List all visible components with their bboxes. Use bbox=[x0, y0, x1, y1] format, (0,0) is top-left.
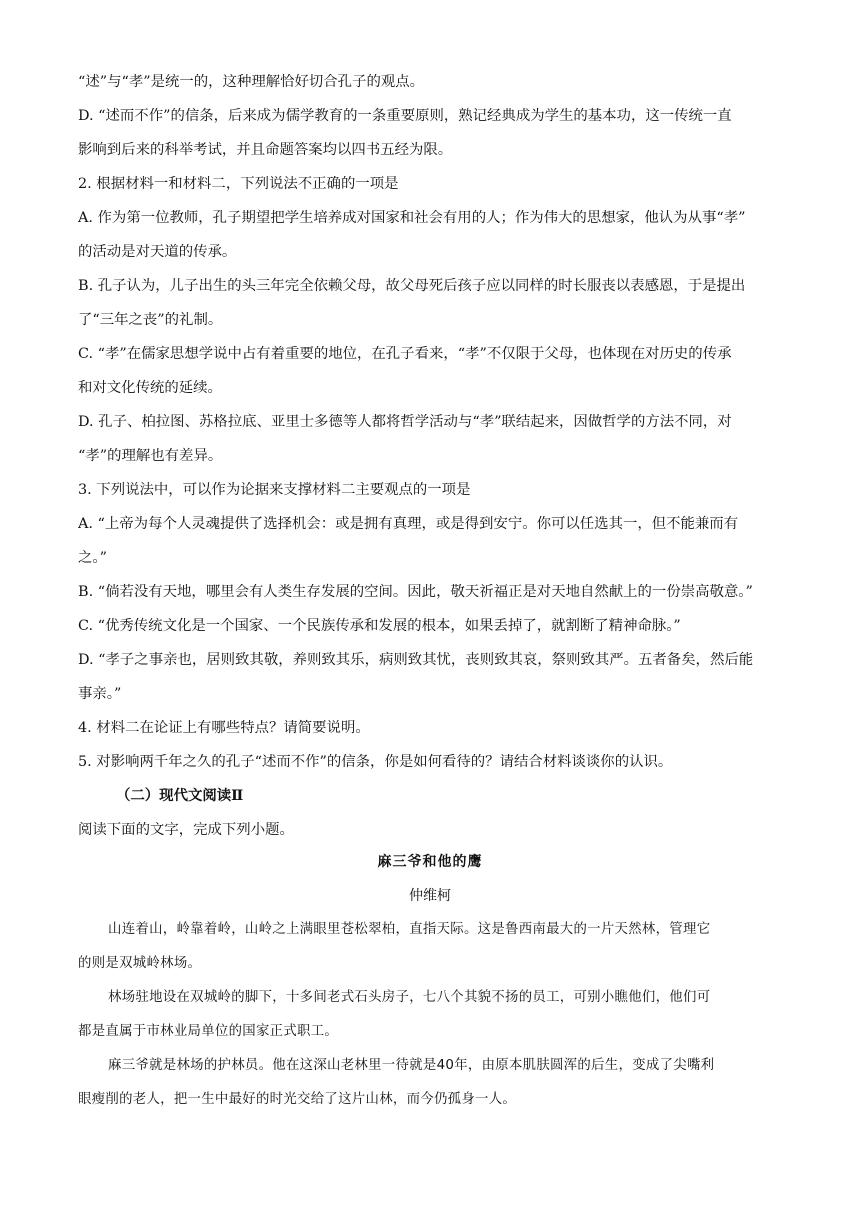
option-a-line: A. 作为第一位教师，孔子期望把学生培养成对国家和社会有用的人；作为伟大的思想家，他认为从事“孝” bbox=[78, 210, 746, 226]
section-heading: （二）现代文阅读Ⅱ bbox=[116, 787, 244, 804]
option-c-line: C. “孝”在儒家思想学说中占有着重要的地位，在孔子看来，“孝”不仅限于父母，也体现在对历史的传承 bbox=[78, 346, 732, 362]
option-a-line: A. “上帝为每个人灵魂提供了选择机会：或是拥有真理，或是得到安宁。你可以任选其一，但不能兼而有 bbox=[78, 516, 739, 532]
story-paragraph-2: 林场驻地设在双城岭的脚下，十多间老式石头房子，七八个其貌不扬的员工，可别小瞧他们，他们可 bbox=[108, 990, 711, 1005]
question-3: 3. 下列说法中，可以作为论据来支撑材料二主要观点的一项是 bbox=[78, 482, 471, 498]
question-5: 5. 对影响两千年之久的孔子“述而不作”的信条，你是如何看待的？请结合材料谈谈你的认识。 bbox=[78, 754, 673, 770]
reading-instruction: 阅读下面的文字，完成下列小题。 bbox=[78, 822, 294, 838]
text-line: 影响到后来的科举考试，并且命题答案均以四书五经为限。 bbox=[78, 142, 453, 158]
text-line: 的活动是对天道的传承。 bbox=[78, 244, 237, 260]
text-line: “孝”的理解也有差异。 bbox=[78, 448, 223, 464]
option-c-line: C. “优秀传统文化是一个国家、一个民族传承和发展的根本，如果丢掉了，就割断了精神命脉。” bbox=[78, 618, 681, 634]
option-d-line: D. “孝子之事亲也，居则致其敬，养则致其乐，病则致其忧，丧则致其哀，祭则致其严。五者备矣，然后能 bbox=[78, 652, 754, 668]
story-paragraph-2-cont: 都是直属于市林业局单位的国家正式职工。 bbox=[78, 1024, 339, 1039]
story-title: 麻三爷和他的鹰 bbox=[377, 854, 483, 870]
question-4: 4. 材料二在论证上有哪些特点？请简要说明。 bbox=[78, 720, 370, 736]
story-paragraph-1: 山连着山，岭靠着岭，山岭之上满眼里苍松翠柏，直指天际。这是鲁西南最大的一片天然林，管理它 bbox=[108, 922, 711, 937]
story-author: 仲维柯 bbox=[409, 888, 451, 904]
option-b-line: B. “倘若没有天地，哪里会有人类生存发展的空间。因此，敬天祈福正是对天地自然献上的一份崇高敬意。” bbox=[78, 584, 753, 600]
story-paragraph-3-cont: 眼瘦削的老人，把一生中最好的时光交给了这片山林，而今仍孤身一人。 bbox=[78, 1092, 517, 1107]
story-paragraph-1-cont: 的则是双城岭林场。 bbox=[78, 956, 202, 971]
option-d-line: D. “述而不作”的信条，后来成为儒学教育的一条重要原则，熟记经典成为学生的基本功，这一传统一直 bbox=[78, 108, 732, 124]
question-2: 2. 根据材料一和材料二，下列说法不正确的一项是 bbox=[78, 176, 399, 192]
option-d-line: D. 孔子、柏拉图、苏格拉底、亚里士多德等人都将哲学活动与“孝”联结起来，因做哲学的方法不同，对 bbox=[78, 414, 732, 430]
story-paragraph-3: 麻三爷就是林场的护林员。他在这深山老林里一待就是40年，由原本肌肤圆浑的后生，变成了尖嘴利 bbox=[108, 1058, 715, 1073]
text-line: 之。” bbox=[78, 550, 107, 566]
option-b-line: B. 孔子认为，儿子出生的头三年完全依赖父母，故父母死后孩子应以同样的时长服丧以表感恩，于是提出 bbox=[78, 278, 746, 294]
text-line: 事亲。” bbox=[78, 686, 122, 702]
text-line: “述”与“孝”是统一的，这种理解恰好切合孔子的观点。 bbox=[78, 74, 425, 90]
text-line: 了“三年之丧”的礼制。 bbox=[78, 312, 223, 328]
text-line: 和对文化传统的延续。 bbox=[78, 380, 222, 396]
